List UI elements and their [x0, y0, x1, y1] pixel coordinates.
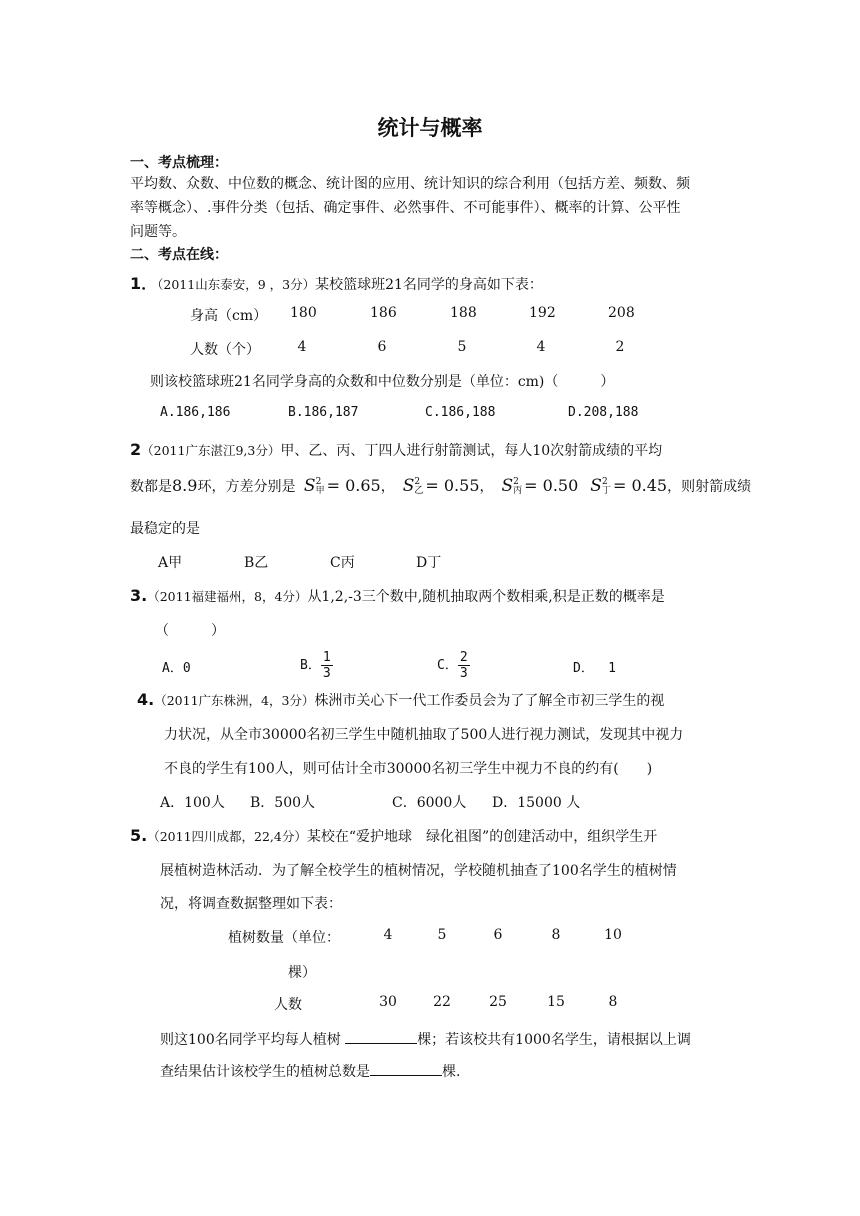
question-4-line-2: 力状况，从全市30000名初三学生中随机抽取了500人进行视力测试，发现其中视力 [164, 727, 684, 743]
answer-blank[interactable] [370, 1063, 442, 1076]
table-row-label: 植树数量（单位： [228, 930, 340, 946]
answer-paren: （ ） [155, 623, 225, 639]
question-source: （2011山东泰安，9 ，3分） [157, 277, 316, 292]
option-a: A.186,186 [160, 405, 231, 420]
table-cell: 22 [433, 994, 451, 1010]
option-d: D丁 [416, 555, 442, 571]
sup-sub [414, 478, 423, 496]
question-number: 5. [130, 826, 148, 845]
denominator: 3 [322, 666, 331, 681]
option-c: C丙 [330, 555, 355, 571]
question-source: （2011广东湛江9,3分） [141, 443, 281, 458]
table-cell: 186 [370, 305, 397, 321]
variance-yi [403, 476, 480, 495]
variable-s: S [402, 476, 415, 496]
table-cell: 4 [536, 339, 546, 355]
text-span: 查结果估计该校学生的植树总数是 [160, 1064, 370, 1080]
option-b: B．500人 [250, 795, 316, 811]
option-c: C.186,188 [425, 405, 496, 420]
page-title: 统计与概率 [377, 116, 483, 140]
sup-sub [602, 478, 611, 496]
table-cell: 6 [377, 339, 387, 355]
table-cell: 180 [290, 305, 317, 321]
question-source: （2011福建福州，8，4分） [147, 589, 308, 604]
text-span: 则这100名同学平均每人植树 [160, 1032, 341, 1048]
question-number: 1． [130, 274, 158, 293]
question-3-stem [130, 586, 665, 606]
option-a: A甲 [158, 555, 183, 571]
section-heading-2: 二、考点在线： [130, 247, 228, 263]
option-d: D．15000 人 [492, 795, 581, 811]
question-5-prompt-2 [160, 1061, 460, 1081]
question-1-stem [130, 271, 543, 294]
table-cell: 15 [547, 994, 565, 1010]
subscript: 甲 [315, 485, 325, 496]
denominator: 3 [459, 666, 468, 681]
question-text: 甲、乙、丙、丁四人进行射箭测试，每人10次射箭成绩的平均 [280, 443, 663, 459]
section1-line-2: 率等概念）、.事件分类（包括、确定事件、必然事件、不可能事件）、概率的计算、公平性 [130, 200, 681, 216]
variable-s: S [501, 476, 514, 496]
variable-s: S [303, 476, 316, 496]
question-number: 2 [130, 440, 142, 459]
question-1-prompt: 则该校篮球班21名同学身高的众数和中位数分别是（单位：cm)（ ） [150, 374, 615, 390]
option-b: B.186,187 [288, 405, 359, 420]
variance-value: = 0.55 [425, 476, 480, 495]
table-cell: 192 [529, 305, 556, 321]
variance-jia [304, 476, 381, 495]
table-cell: 5 [437, 927, 447, 943]
table-cell: 5 [457, 339, 467, 355]
option-a: A．0 [162, 661, 191, 676]
table-cell: 208 [608, 305, 635, 321]
question-2-prompt: 最稳定的是 [130, 521, 200, 537]
question-4-stem [137, 690, 664, 710]
fraction [321, 650, 333, 681]
section1-line-3: 问题等。 [130, 224, 186, 240]
option-d: D.208,188 [568, 405, 639, 420]
sup-sub [316, 478, 325, 496]
variance-ding [590, 476, 667, 495]
question-5-line-2: 展植树造林活动．为了解全校学生的植树情况，学校随机抽查了100名学生的植树情 [160, 863, 677, 879]
answer-blank[interactable] [345, 1031, 417, 1044]
superscript: 2 [601, 476, 608, 487]
numerator: 2 [459, 650, 468, 665]
question-4-line-3: 不良的学生有100人，则可估计全市30000名初三学生中视力不良的约有( ) [164, 761, 653, 777]
subscript: 乙 [414, 485, 424, 496]
table-cell: 188 [450, 305, 477, 321]
text-span: 数都是 [130, 479, 172, 495]
option-c: C．6000人 [392, 795, 467, 811]
table-row-label-cont: 棵） [288, 965, 316, 981]
table-cell: 2 [615, 339, 625, 355]
option-label: C． [437, 658, 458, 673]
table-cell: 4 [383, 927, 393, 943]
table-cell: 25 [489, 994, 507, 1010]
numerator: 1 [322, 650, 331, 665]
subscript: 丁 [601, 485, 611, 496]
table-row-label: 人数 [274, 997, 302, 1013]
question-source: （2011四川成都，22,4分） [147, 829, 307, 844]
variable-s: S [590, 476, 602, 496]
table-cell: 8 [608, 994, 618, 1010]
text-span: 棵. [442, 1064, 461, 1080]
option-b: B乙 [244, 555, 269, 571]
table-cell: 4 [297, 339, 307, 355]
question-text: 从1,2,-3三个数中,随机抽取两个数相乘,积是正数的概率是 [307, 589, 665, 605]
table-cell: 10 [604, 927, 622, 943]
table-row-label: 身高（cm） [190, 308, 268, 324]
superscript: 2 [513, 476, 519, 487]
option-label: B． [300, 658, 321, 673]
question-text: 某校在“爱护地球 绿化祖图”的创建活动中，组织学生开 [306, 829, 658, 845]
variance-value: = 0.65 [326, 476, 381, 495]
table-row-label: 人数（个） [190, 342, 260, 358]
sup-sub [513, 478, 522, 496]
option-b [300, 650, 333, 681]
table-cell: 30 [379, 994, 397, 1010]
variance-value: = 0.50 [524, 476, 579, 495]
variance-value: = 0.45 [612, 476, 668, 495]
section1-line-1: 平均数、众数、中位数的概念、统计图的应用、统计知识的综合利用（包括方差、频数、频 [130, 176, 690, 192]
option-d: D． 1 [573, 661, 616, 676]
question-source: （2011广东株洲，4，3分） [154, 693, 315, 708]
question-number: 4. [137, 690, 155, 709]
question-5-line-3: 况，将调查数据整理如下表： [160, 896, 342, 912]
question-2-variance-line: 数都是8.9环，方差分别是 S2 甲 = 0.65， S2 乙 = 0.55， S2 丙 = 0.50 S2 丁 = 0.45，则射箭成绩 [130, 476, 752, 496]
question-text: 某校篮球班21名同学的身高如下表： [315, 277, 543, 293]
text-span: 环，方差分别是 [197, 479, 296, 495]
option-a: A．100人 [160, 795, 225, 811]
question-text: 株洲市关心下一代工作委员会为了了解全市初三学生的视 [314, 693, 665, 709]
text-span: 棵；若该校共有1000名学生，请根据以上调 [417, 1032, 691, 1048]
superscript: 2 [315, 476, 322, 487]
table-cell: 8 [551, 927, 561, 943]
question-5-stem [130, 826, 657, 846]
section-heading-1: 一、考点梳理： [130, 155, 228, 171]
fraction [458, 650, 470, 681]
option-c [437, 650, 470, 681]
average-value: 8.9 [172, 476, 198, 495]
question-5-prompt-1 [160, 1029, 691, 1049]
variance-bing [502, 476, 579, 495]
text-span: ，则射箭成绩 [667, 479, 752, 495]
subscript: 丙 [513, 485, 523, 496]
question-number: 3. [130, 586, 148, 605]
table-cell: 6 [493, 927, 503, 943]
superscript: 2 [414, 476, 421, 487]
question-2-stem [130, 440, 662, 460]
